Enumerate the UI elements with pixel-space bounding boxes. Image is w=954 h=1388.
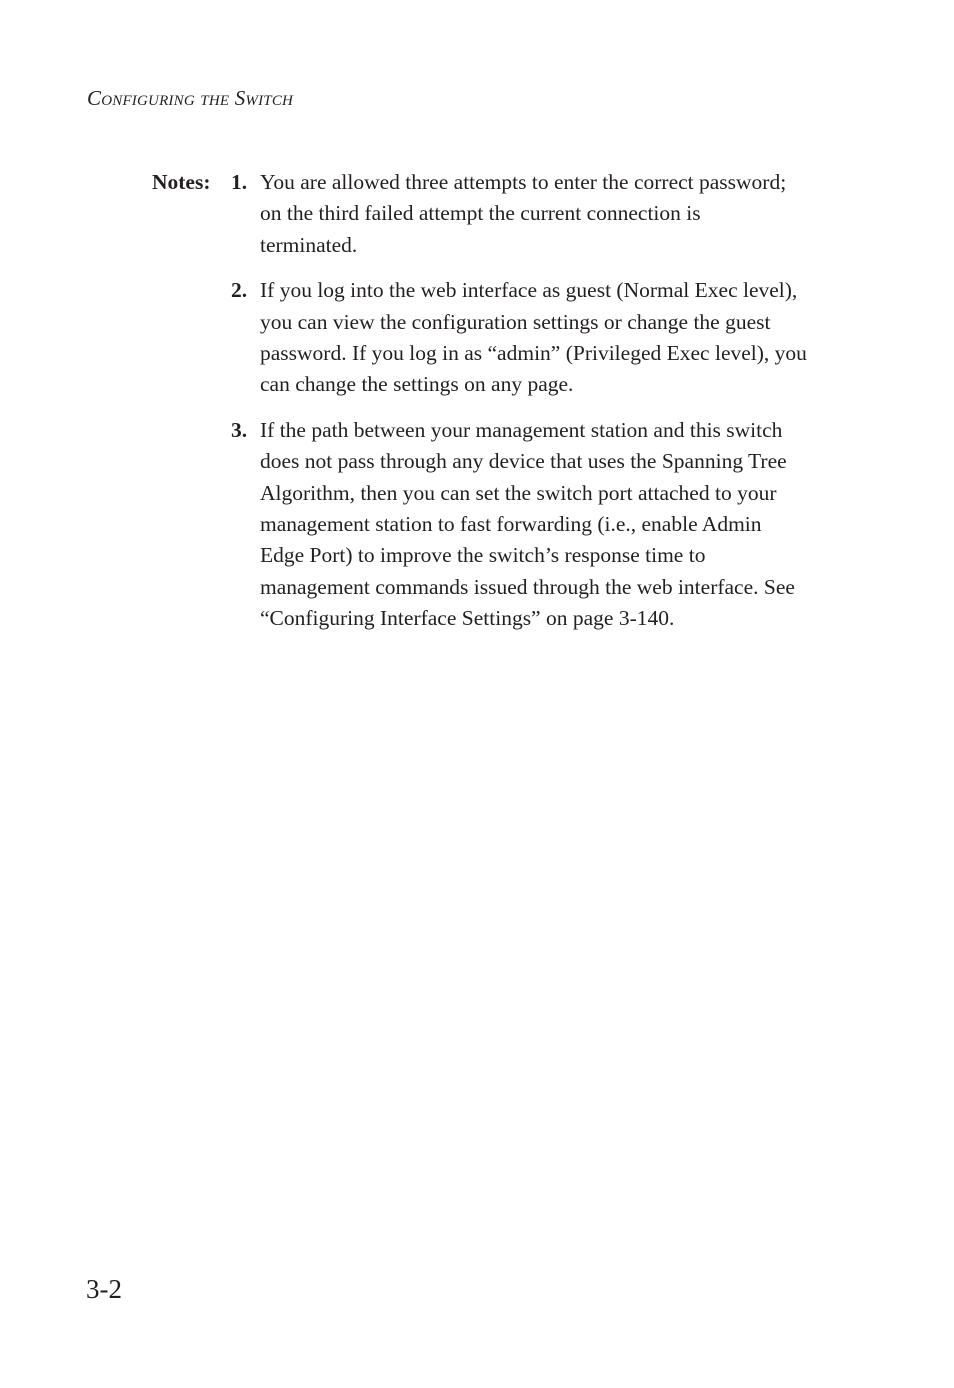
note-text bbox=[260, 415, 850, 635]
note-line: on the third failed attempt the current connection is bbox=[260, 201, 701, 226]
note-line: you can view the configuration settings or change the guest bbox=[260, 309, 771, 334]
notes-block bbox=[152, 167, 852, 649]
note-item-2 bbox=[152, 275, 852, 401]
note-number: 2. bbox=[231, 278, 248, 303]
note-line: terminated. bbox=[260, 232, 358, 257]
note-line: If you log into the web interface as guest (Normal Exec level), bbox=[260, 278, 798, 303]
note-item-1 bbox=[152, 167, 852, 261]
note-line: management station to fast forwarding (i.e., enable Admin bbox=[260, 512, 762, 537]
note-line: does not pass through any device that uses the Spanning Tree bbox=[260, 449, 787, 474]
note-line: Edge Port) to improve the switch’s response time to bbox=[260, 543, 706, 568]
note-number: 3. bbox=[231, 417, 248, 442]
note-text bbox=[260, 275, 850, 401]
notes-label: Notes: bbox=[152, 170, 211, 194]
note-line: Algorithm, then you can set the switch port attached to your bbox=[260, 480, 777, 505]
note-text bbox=[260, 167, 850, 261]
note-line: You are allowed three attempts to enter the correct password; bbox=[260, 170, 787, 194]
note-line: If the path between your management station and this switch bbox=[260, 417, 783, 442]
note-line: management commands issued through the web interface. See bbox=[260, 574, 795, 599]
page-number: 3-2 bbox=[86, 1274, 122, 1304]
note-item-3 bbox=[152, 415, 852, 635]
note-line: “Configuring Interface Settings” on page 3-140. bbox=[260, 606, 675, 631]
note-line: can change the settings on any page. bbox=[260, 372, 574, 397]
note-line: password. If you log in as “admin” (Privileged Exec level), you bbox=[260, 341, 807, 366]
running-header: Configuring the Switch bbox=[87, 86, 294, 110]
note-number: 1. bbox=[231, 170, 248, 194]
